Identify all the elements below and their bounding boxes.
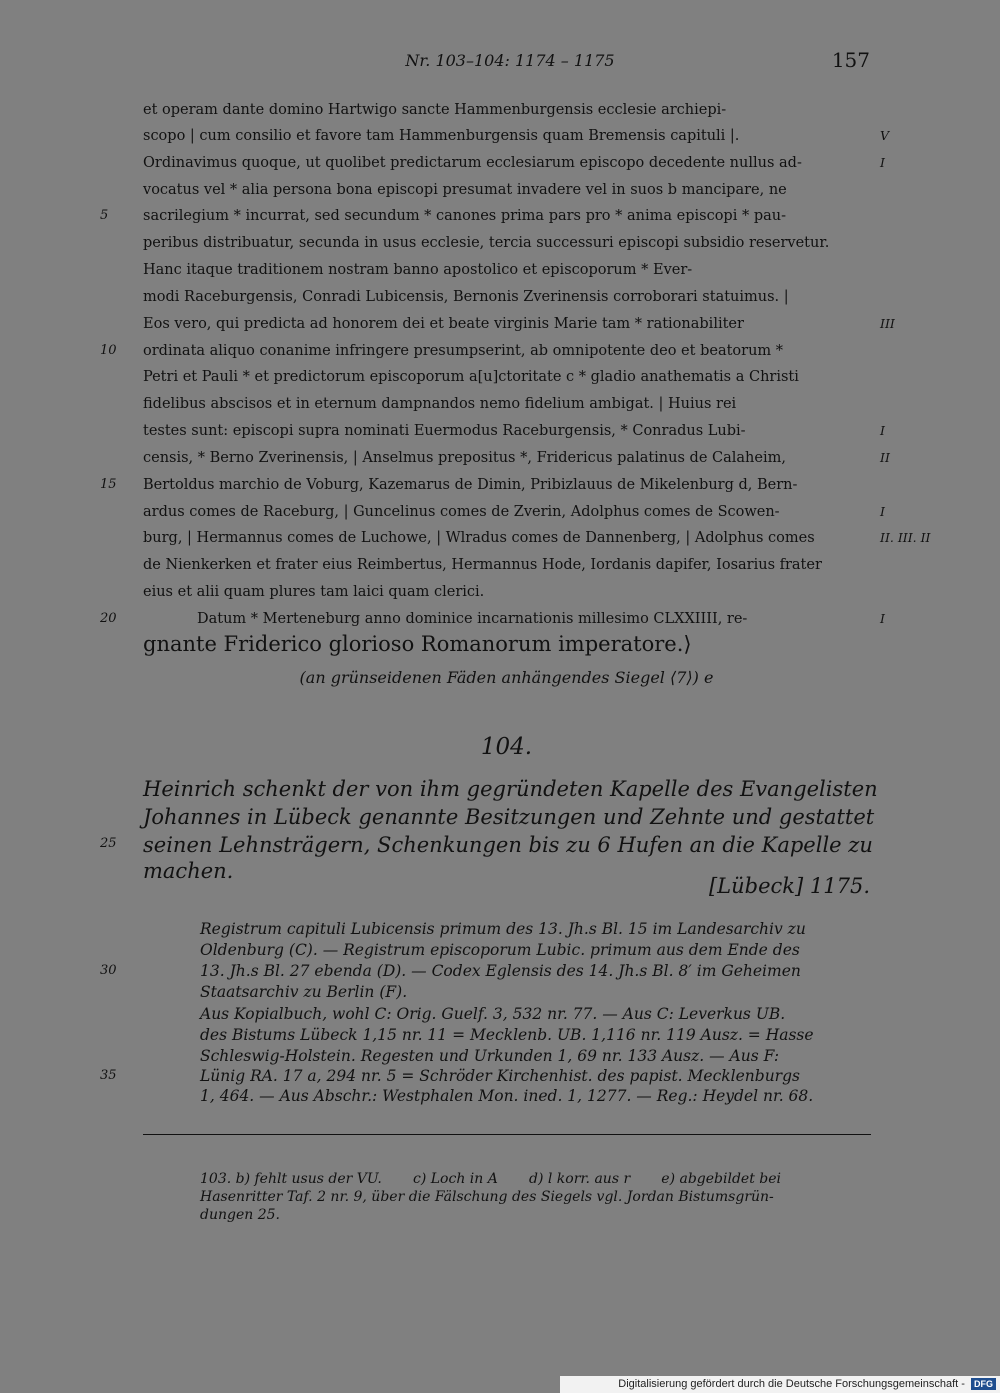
line-number: 15 bbox=[100, 477, 117, 492]
charter-line: censis, * Berno Zverinensis, | Anselmus prepositus *, Fridericus palatinus de Calaheim, bbox=[143, 450, 786, 466]
margin-note: I bbox=[880, 611, 885, 626]
charter-line: Hanc itaque traditionem nostram banno apostolico et episcoporum * Ever- bbox=[143, 262, 693, 278]
charter-line: modi Raceburgensis, Conradi Lubicensis, Bernonis Zverinensis corroborari statuimus. | bbox=[143, 289, 789, 305]
charter-line: Ordinavimus quoque, ut quolibet predictarum ecclesiarum episcopo decedente nullus ad- bbox=[143, 155, 802, 171]
source-line: 13. Jh.s Bl. 27 ebenda (D). — Codex Eglensis des 14. Jh.s Bl. 8′ im Geheimen bbox=[200, 962, 801, 980]
charter-line: peribus distribuatur, secunda in usus ecclesie, tercia successuri episcopi subsidio reservetur. bbox=[143, 235, 830, 251]
margin-note: I bbox=[880, 155, 885, 170]
line-number: 5 bbox=[100, 208, 109, 223]
charter-line: ardus comes de Raceburg, | Guncelinus comes de Zverin, Adolphus comes de Scowen- bbox=[143, 504, 780, 520]
line-number: 30 bbox=[100, 963, 117, 978]
regest-line: machen. bbox=[143, 859, 234, 883]
margin-note: II. III. II bbox=[880, 530, 931, 545]
charter-line: Eos vero, qui predicta ad honorem dei et beate virginis Marie tam * rationabiliter bbox=[143, 316, 744, 332]
charter-line: sacrilegium * incurrat, sed secundum * canones prima pars pro * anima episcopi * pau- bbox=[143, 208, 786, 224]
footnote-line: Hasenritter Taf. 2 nr. 9, über die Fälschung des Siegels vgl. Jordan Bistumsgrün- bbox=[200, 1189, 774, 1205]
margin-note: V bbox=[880, 128, 890, 143]
regest-line: Heinrich schenkt der von ihm gegründeten Kapelle des Evangelisten bbox=[143, 777, 878, 801]
running-title: Nr. 103–104: 1174 – 1175 bbox=[405, 51, 615, 70]
charter-line: fidelibus abscisos et in eternum dampnandos nemo fidelium ambigat. | Huius rei bbox=[143, 396, 737, 412]
charter-line: testes sunt: episcopi supra nominati Euermodus Raceburgensis, * Conradus Lubi- bbox=[143, 423, 746, 439]
source-line: Schleswig-Holstein. Regesten und Urkunden 1, 69 nr. 133 Ausz. — Aus F: bbox=[200, 1047, 780, 1065]
dfg-banner-text: Digitalisierung gefördert durch die Deutsche Forschungsgemeinschaft - bbox=[618, 1378, 965, 1390]
line-number: 10 bbox=[100, 343, 117, 358]
page-number: 157 bbox=[831, 48, 870, 72]
margin-note: II bbox=[880, 450, 890, 465]
line-number: 35 bbox=[100, 1068, 117, 1083]
source-line: Aus Kopialbuch, wohl C: Orig. Guelf. 3, 532 nr. 77. — Aus C: Leverkus UB. bbox=[200, 1005, 786, 1023]
dfg-banner bbox=[560, 1376, 1000, 1393]
dfg-logo-icon: DFG bbox=[971, 1378, 996, 1390]
document-number: 104. bbox=[480, 734, 533, 760]
source-line: Registrum capituli Lubicensis primum des 13. Jh.s Bl. 15 im Landesarchiv zu bbox=[200, 920, 806, 938]
margin-note: I bbox=[880, 504, 885, 519]
footnote-line: 103. b) fehlt usus der VU. c) Loch in A d) l korr. aus r e) abgebildet bei bbox=[200, 1171, 782, 1187]
charter-line: Datum * Merteneburg anno dominice incarnationis millesimo CLXXIIII, re- bbox=[197, 611, 748, 627]
charter-line: ordinata aliquo conanime infringere presumpserint, ab omnipotente deo et beatorum * bbox=[143, 343, 784, 359]
regest-line: Johannes in Lübeck genannte Besitzungen und Zehnte und gestattet bbox=[143, 805, 875, 829]
place-date: [Lübeck] 1175. bbox=[708, 874, 870, 898]
source-line: Lünig RA. 17 a, 294 nr. 5 = Schröder Kirchenhist. des papist. Mecklenburgs bbox=[200, 1067, 800, 1085]
charter-line: gnante Friderico glorioso Romanorum imperatore.⟩ bbox=[143, 632, 692, 656]
charter-line: de Nienkerken et frater eius Reimbertus, Hermannus Hode, Iordanis dapifer, Iosarius frater bbox=[143, 557, 822, 573]
charter-line: Bertoldus marchio de Voburg, Kazemarus de Dimin, Pribizlauus de Mikelenburg d, Bern- bbox=[143, 477, 798, 493]
charter-line: vocatus vel * alia persona bona episcopi presumat invadere vel in suos b mancipare, ne bbox=[143, 182, 787, 198]
seal-note: (an grünseidenen Fäden anhängendes Siegel ⟨7⟩) e bbox=[299, 668, 714, 687]
charter-line: scopo | cum consilio et favore tam Hammenburgensis quam Bremensis capituli |. bbox=[143, 128, 740, 144]
source-line: 1, 464. — Aus Abschr.: Westphalen Mon. ined. 1, 1277. — Reg.: Heydel nr. 68. bbox=[200, 1087, 814, 1105]
margin-note: I bbox=[880, 423, 885, 438]
source-line: des Bistums Lübeck 1,15 nr. 11 = Mecklenb. UB. 1,116 nr. 119 Ausz. = Hasse bbox=[200, 1026, 814, 1044]
charter-line: eius et alii quam plures tam laici quam clerici. bbox=[143, 584, 485, 600]
charter-line: burg, | Hermannus comes de Luchowe, | Wlradus comes de Dannenberg, | Adolphus comes bbox=[143, 530, 815, 546]
charter-line: et operam dante domino Hartwigo sancte Hammenburgensis ecclesie archiepi- bbox=[143, 102, 727, 118]
footnote-rule bbox=[143, 1134, 871, 1135]
line-number: 25 bbox=[100, 836, 117, 851]
regest-line: seinen Lehnsträgern, Schenkungen bis zu 6 Hufen an die Kapelle zu bbox=[143, 833, 873, 857]
charter-line: Petri et Pauli * et predictorum episcoporum a[u]ctoritate c * gladio anathematis a Christi bbox=[143, 369, 799, 385]
source-line: Oldenburg (C). — Registrum episcoporum Lubic. primum aus dem Ende des bbox=[200, 941, 800, 959]
margin-note: III bbox=[880, 316, 895, 331]
source-line: Staatsarchiv zu Berlin (F). bbox=[200, 983, 408, 1001]
line-number: 20 bbox=[100, 611, 117, 626]
footnote-line: dungen 25. bbox=[200, 1207, 280, 1223]
